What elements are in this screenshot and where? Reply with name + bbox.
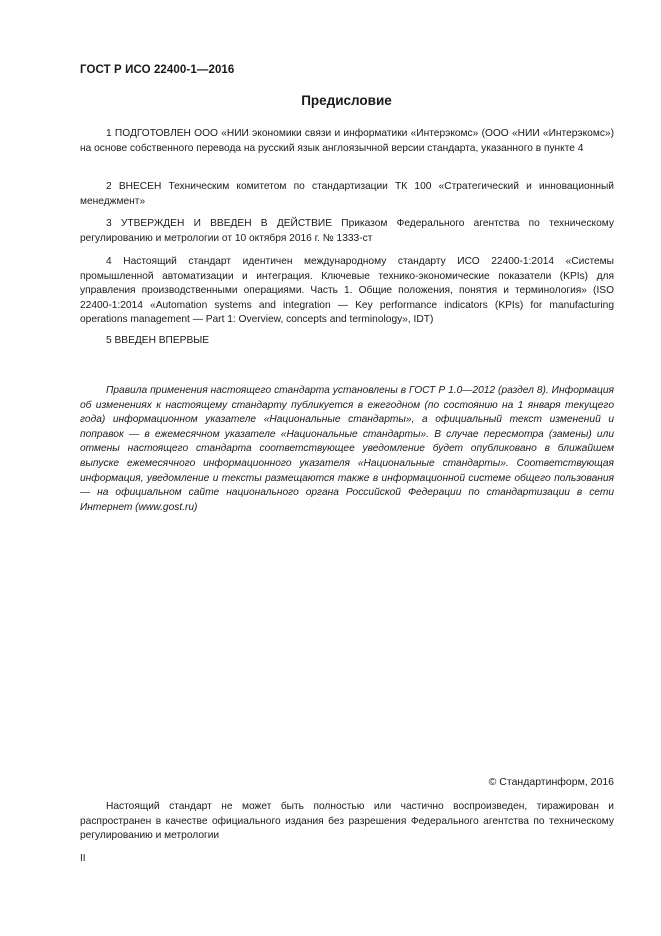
paragraph-2-introduced-by: 2 ВНЕСЕН Техническим комитетом по стандартизации ТК 100 «Стратегический и инновационный менеджмент» xyxy=(80,181,614,207)
paragraph-3-approved: 3 УТВЕРЖДЕН И ВВЕДЕН В ДЕЙСТВИЕ Приказом Федерального агентства по техническому регулированию и метрологии от 10 октября 2016 г. № 1333-ст xyxy=(80,218,614,244)
reproduction-notice: Настоящий стандарт не может быть полностью или частично воспроизведен, тиражирован и распространен в качестве официального издания без разрешения Федерального агентства по техническому регулированию и метрологии xyxy=(80,801,614,842)
page-number: II xyxy=(80,853,86,864)
application-rules-notice: Правила применения настоящего стандарта установлены в ГОСТ Р 1.0—2012 (раздел 8). Информация об изменениях к настоящему стандарту публикуется в ежегодном (по состоянию на 1 января текущего года) информационном указателе «Национальные стандарты», а официальный текст изменений и поправок — в ежемесячном указателе «Национальные стандарты». В случае пересмотра (замены) или отмены настоящего стандарта соответствующее уведомление будет опубликовано в ближайшем выпуске ежемесячного информационного указателя «Национальные стандарты». Соответствующая информация, уведомление и тексты размещаются также в информационной системе общего пользования — на официальном сайте национального органа Российской Федерации по стандартизации в сети Интернет (www.gost.ru) xyxy=(80,385,614,513)
paragraph-5-first-introduced: 5 ВВЕДЕН ВПЕРВЫЕ xyxy=(106,335,210,346)
page-title: Предисловие xyxy=(301,93,392,108)
document-code: ГОСТ Р ИСО 22400-1—2016 xyxy=(80,64,235,76)
paragraph-1-prepared-by: 1 ПОДГОТОВЛЕН ООО «НИИ экономики связи и информатики «Интерэкомс» (ООО «НИИ «Интерэкомс») на основе собственного перевода на русский язык англоязычной версии стандарта, указанного в пункте 4 xyxy=(80,128,614,154)
copyright-line: © Стандартинформ, 2016 xyxy=(488,776,614,788)
paragraph-4-identical-standard: 4 Настоящий стандарт идентичен международному стандарту ИСО 22400-1:2014 «Системы промышленной автоматизации и интеграция. Ключевые технико-экономические показатели (KPIs) для управления производственными операциями. Часть 1. Общие положения, понятия и терминология» (ISO 22400-1:2014 «Automation systems and integration — Key performance indicators (KPIs) for manufacturing operations management — Part 1: Overview, concepts and terminology», IDT) xyxy=(80,256,614,326)
